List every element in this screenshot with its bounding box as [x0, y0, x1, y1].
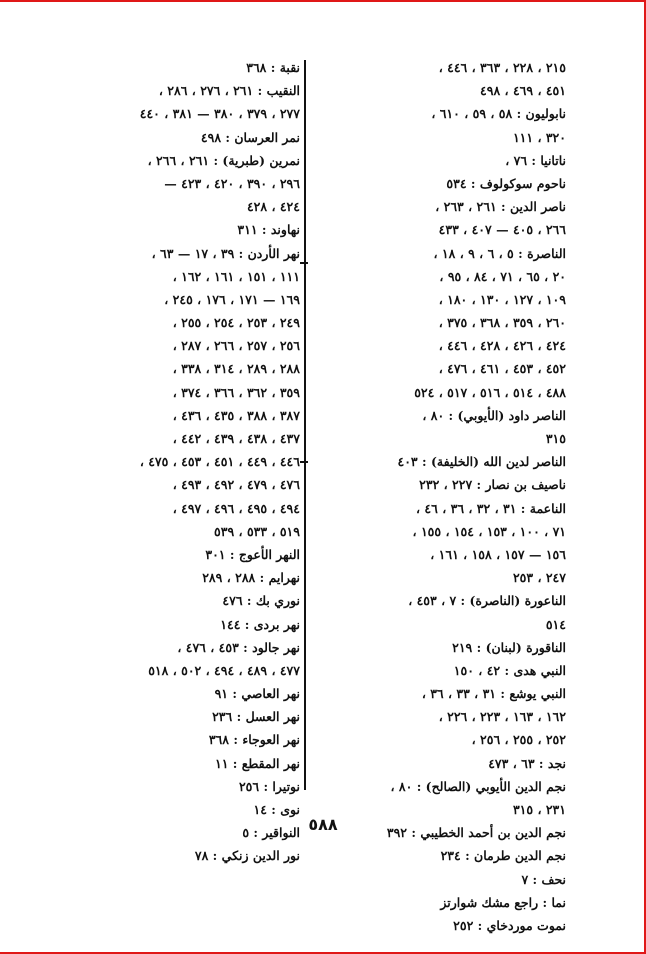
index-entry-line: ٣٨٧ ، ٣٨٨ ، ٤٣٥ ، ٤٣٦ ،	[172, 407, 300, 423]
index-entry-line: ٤٩٤ ، ٤٩٥ ، ٤٩٦ ، ٤٩٧ ،	[172, 500, 300, 516]
index-entry-line: نهر بردى : ١٤٤	[220, 616, 300, 632]
index-entry-line: ٢٤٧ ، ٢٥٣	[512, 570, 566, 586]
index-entry-line: الناصر داود (الأيوبي) : ٨٠ ،	[422, 407, 566, 423]
index-entry-line: نمر العرسان : ٤٩٨	[200, 129, 300, 145]
index-column-right	[326, 56, 566, 937]
index-entry-line: ٤٨٨ ، ٥١٤ ، ٥١٦ ، ٥١٧ ، ٥٢٤	[414, 384, 566, 400]
index-entry-line: نهر الأردن : ٣٩ ، ١٧ — ٦٣ ،	[151, 245, 300, 261]
index-column-left	[70, 56, 300, 868]
index-entry-line: ٤٤٦ ، ٤٤٩ ، ٤٥١ ، ٤٥٣ ، ٤٧٥ ،	[139, 454, 300, 470]
index-entry-line: ٢٥٦ ، ٢٥٧ ، ٢٦٦ ، ٢٨٧ ،	[172, 338, 300, 354]
index-entry-line: ٢٦٦ ، ٤٠٥ — ٤٠٧ ، ٤٣٣	[438, 222, 566, 238]
index-entry-line: ٥١٩ ، ٥٣٣ ، ٥٣٩	[214, 523, 300, 539]
index-entry-line: ٣٢٠ ، ١١١	[512, 129, 566, 145]
divider-mark	[300, 461, 308, 463]
index-entry-line: ١١١ ، ١٥١ ، ١٦١ ، ١٦٢ ،	[172, 268, 300, 284]
index-entry-line: ٢٠ ، ٦٥ ، ٧١ ، ٨٤ ، ٩٥ ،	[439, 268, 566, 284]
index-entry-line: ٢٧٧ ، ٣٧٩ ، ٣٨٠ — ٣٨١ ، ٤٤٠	[139, 106, 300, 122]
index-entry-line: ٢٦٠ ، ٣٥٩ ، ٣٦٨ ، ٣٧٥ ،	[438, 315, 566, 331]
index-entry-line: نهر العسل : ٢٣٦	[212, 709, 300, 725]
index-entry-line: النبي هدى : ٤٢ ، ١٥٠	[453, 662, 566, 678]
index-entry-line: نوى : ١٤	[253, 802, 300, 817]
index-entry-line: نهر العاصي : ٩١	[214, 686, 300, 702]
index-entry-line: ٢٣١ ، ٣١٥	[512, 802, 566, 817]
index-entry-line: النبي يوشع : ٣١ ، ٣٣ ، ٣٦ ،	[421, 686, 566, 702]
index-entry-line: الناعمة : ٣١ ، ٣٢ ، ٣٦ ، ٤٦ ،	[416, 500, 566, 516]
index-entry-line: نقبة : ٣٦٨	[246, 60, 300, 75]
index-entry-line: ٤٧٦ ، ٤٧٩ ، ٤٩٢ ، ٤٩٣ ،	[172, 477, 300, 493]
index-entry-line: ٢١٥ ، ٢٢٨ ، ٣٦٣ ، ٤٤٦ ،	[438, 60, 566, 75]
index-entry-line: نوري بك : ٤٧٦	[222, 593, 300, 609]
index-entry-line: ١٥٦ — ١٥٧ ، ١٥٨ ، ١٦١ ،	[430, 546, 566, 562]
index-entry-line: نابوليون : ٥٨ ، ٥٩ ، ٦١٠ ،	[431, 106, 566, 122]
page-top-edge	[0, 0, 646, 2]
index-entry-line: ٢٩٦ ، ٣٩٠ ، ٤٢٠ ، ٤٢٣ —	[164, 175, 300, 191]
index-entry-line: نهر العوجاء : ٣٦٨	[208, 732, 300, 748]
index-entry-line: نمرين (طبرية) : ٢٦١ ، ٢٦٦ ،	[147, 152, 300, 168]
index-entry-line: النهر الأعوج : ٣٠١	[205, 546, 300, 562]
index-entry-line: الناقورة (لبنان) : ٢١٩	[452, 639, 566, 655]
index-entry-line: ١٦٩ — ١٧١ ، ١٧٦ ، ٢٤٥ ،	[164, 291, 300, 307]
index-entry-line: ٣١٥	[545, 431, 566, 446]
index-entry-line: نهر المقطع : ١١	[215, 755, 300, 771]
index-entry-line: نهرايم : ٢٨٨ ، ٢٨٩	[202, 570, 300, 586]
index-entry-line: ٤٥٢ ، ٤٥٣ ، ٤٦١ ، ٤٧٦ ،	[438, 361, 566, 377]
index-entry-line: الناصرة : ٥ ، ٦ ، ٩ ، ١٨ ،	[433, 245, 566, 261]
index-entry-line: نما : راجع مشك شوارتز	[440, 894, 566, 910]
index-entry-line: الناعورة (الناصرة) : ٧ ، ٤٥٣ ،	[408, 593, 566, 609]
index-entry-line: ناصيف بن نصار : ٢٢٧ ، ٢٣٢	[419, 477, 566, 493]
index-entry-line: ٢٥٢ ، ٢٥٥ ، ٢٥٦ ،	[471, 732, 566, 748]
index-entry-line: ٧١ ، ١٠٠ ، ١٥٣ ، ١٥٤ ، ١٥٥ ،	[412, 523, 566, 539]
column-divider	[304, 60, 306, 790]
index-entry-line: النواقير : ٥	[242, 825, 300, 841]
index-entry-line: ٤٢٤ ، ٤٢٨	[246, 199, 300, 215]
index-entry-line: ٤٥١ ، ٤٦٩ ، ٤٩٨	[480, 83, 566, 99]
index-entry-line: الناصر لدين الله (الخليفة) : ٤٠٣	[397, 454, 566, 470]
index-entry-line: نجم الدين بن أحمد الخطيبي : ٣٩٢	[386, 825, 566, 841]
index-entry-line: نجم الدين طرمان : ٢٣٤	[440, 848, 566, 864]
index-entry-line: ٤٧٧ ، ٤٨٩ ، ٤٩٤ ، ٥٠٢ ، ٥١٨	[148, 662, 300, 678]
index-entry-line: نور الدين زنكي : ٧٨	[194, 848, 300, 864]
index-entry-line: نهاوند : ٣١١	[237, 222, 300, 238]
index-entry-line: ناتانيا : ٧٦ ،	[505, 152, 566, 168]
index-entry-line: ١٦٢ ، ١٦٣ ، ٢٢٣ ، ٢٢٦ ،	[438, 709, 566, 725]
index-entry-line: نجم الدين الأيوبي (الصالح) : ٨٠ ،	[390, 778, 566, 794]
index-entry-line: ٣٥٩ ، ٣٦٢ ، ٣٦٦ ، ٣٧٤ ،	[172, 384, 300, 400]
index-entry-line: نجد : ٦٣ ، ٤٧٣	[488, 755, 566, 771]
index-entry-line: ٢٤٩ ، ٢٥٣ ، ٢٥٤ ، ٢٥٥ ،	[172, 315, 300, 331]
index-entry-line: ٥١٤	[545, 616, 566, 632]
index-entry-line: ١٠٩ ، ١٢٧ ، ١٣٠ ، ١٨٠ ،	[438, 291, 566, 307]
index-entry-line: النقيب : ٢٦١ ، ٢٧٦ ، ٢٨٦ ،	[158, 83, 300, 99]
index-entry-line: ٢٨٨ ، ٢٨٩ ، ٣١٤ ، ٣٣٨ ،	[172, 361, 300, 377]
index-entry-line: ناصر الدين : ٢٦١ ، ٢٦٣ ،	[435, 199, 566, 215]
divider-mark	[300, 262, 308, 264]
index-entry-line: نموت موردخاي : ٢٥٢	[453, 917, 566, 933]
index-entry-line: نهر جالود : ٤٥٣ ، ٤٧٦ ،	[177, 639, 300, 655]
index-entry-line: ٤٢٤ ، ٤٢٦ ، ٤٢٨ ، ٤٤٦ ،	[438, 338, 566, 354]
index-entry-line: نوتيرا : ٢٥٦	[238, 778, 300, 794]
index-entry-line: ٤٣٧ ، ٤٣٨ ، ٤٣٩ ، ٤٤٢ ،	[172, 431, 300, 446]
index-entry-line: نحف : ٧	[521, 871, 566, 887]
index-entry-line: ناحوم سوكولوف : ٥٣٤	[446, 175, 566, 191]
page-number: ٥٨٨	[308, 815, 338, 834]
